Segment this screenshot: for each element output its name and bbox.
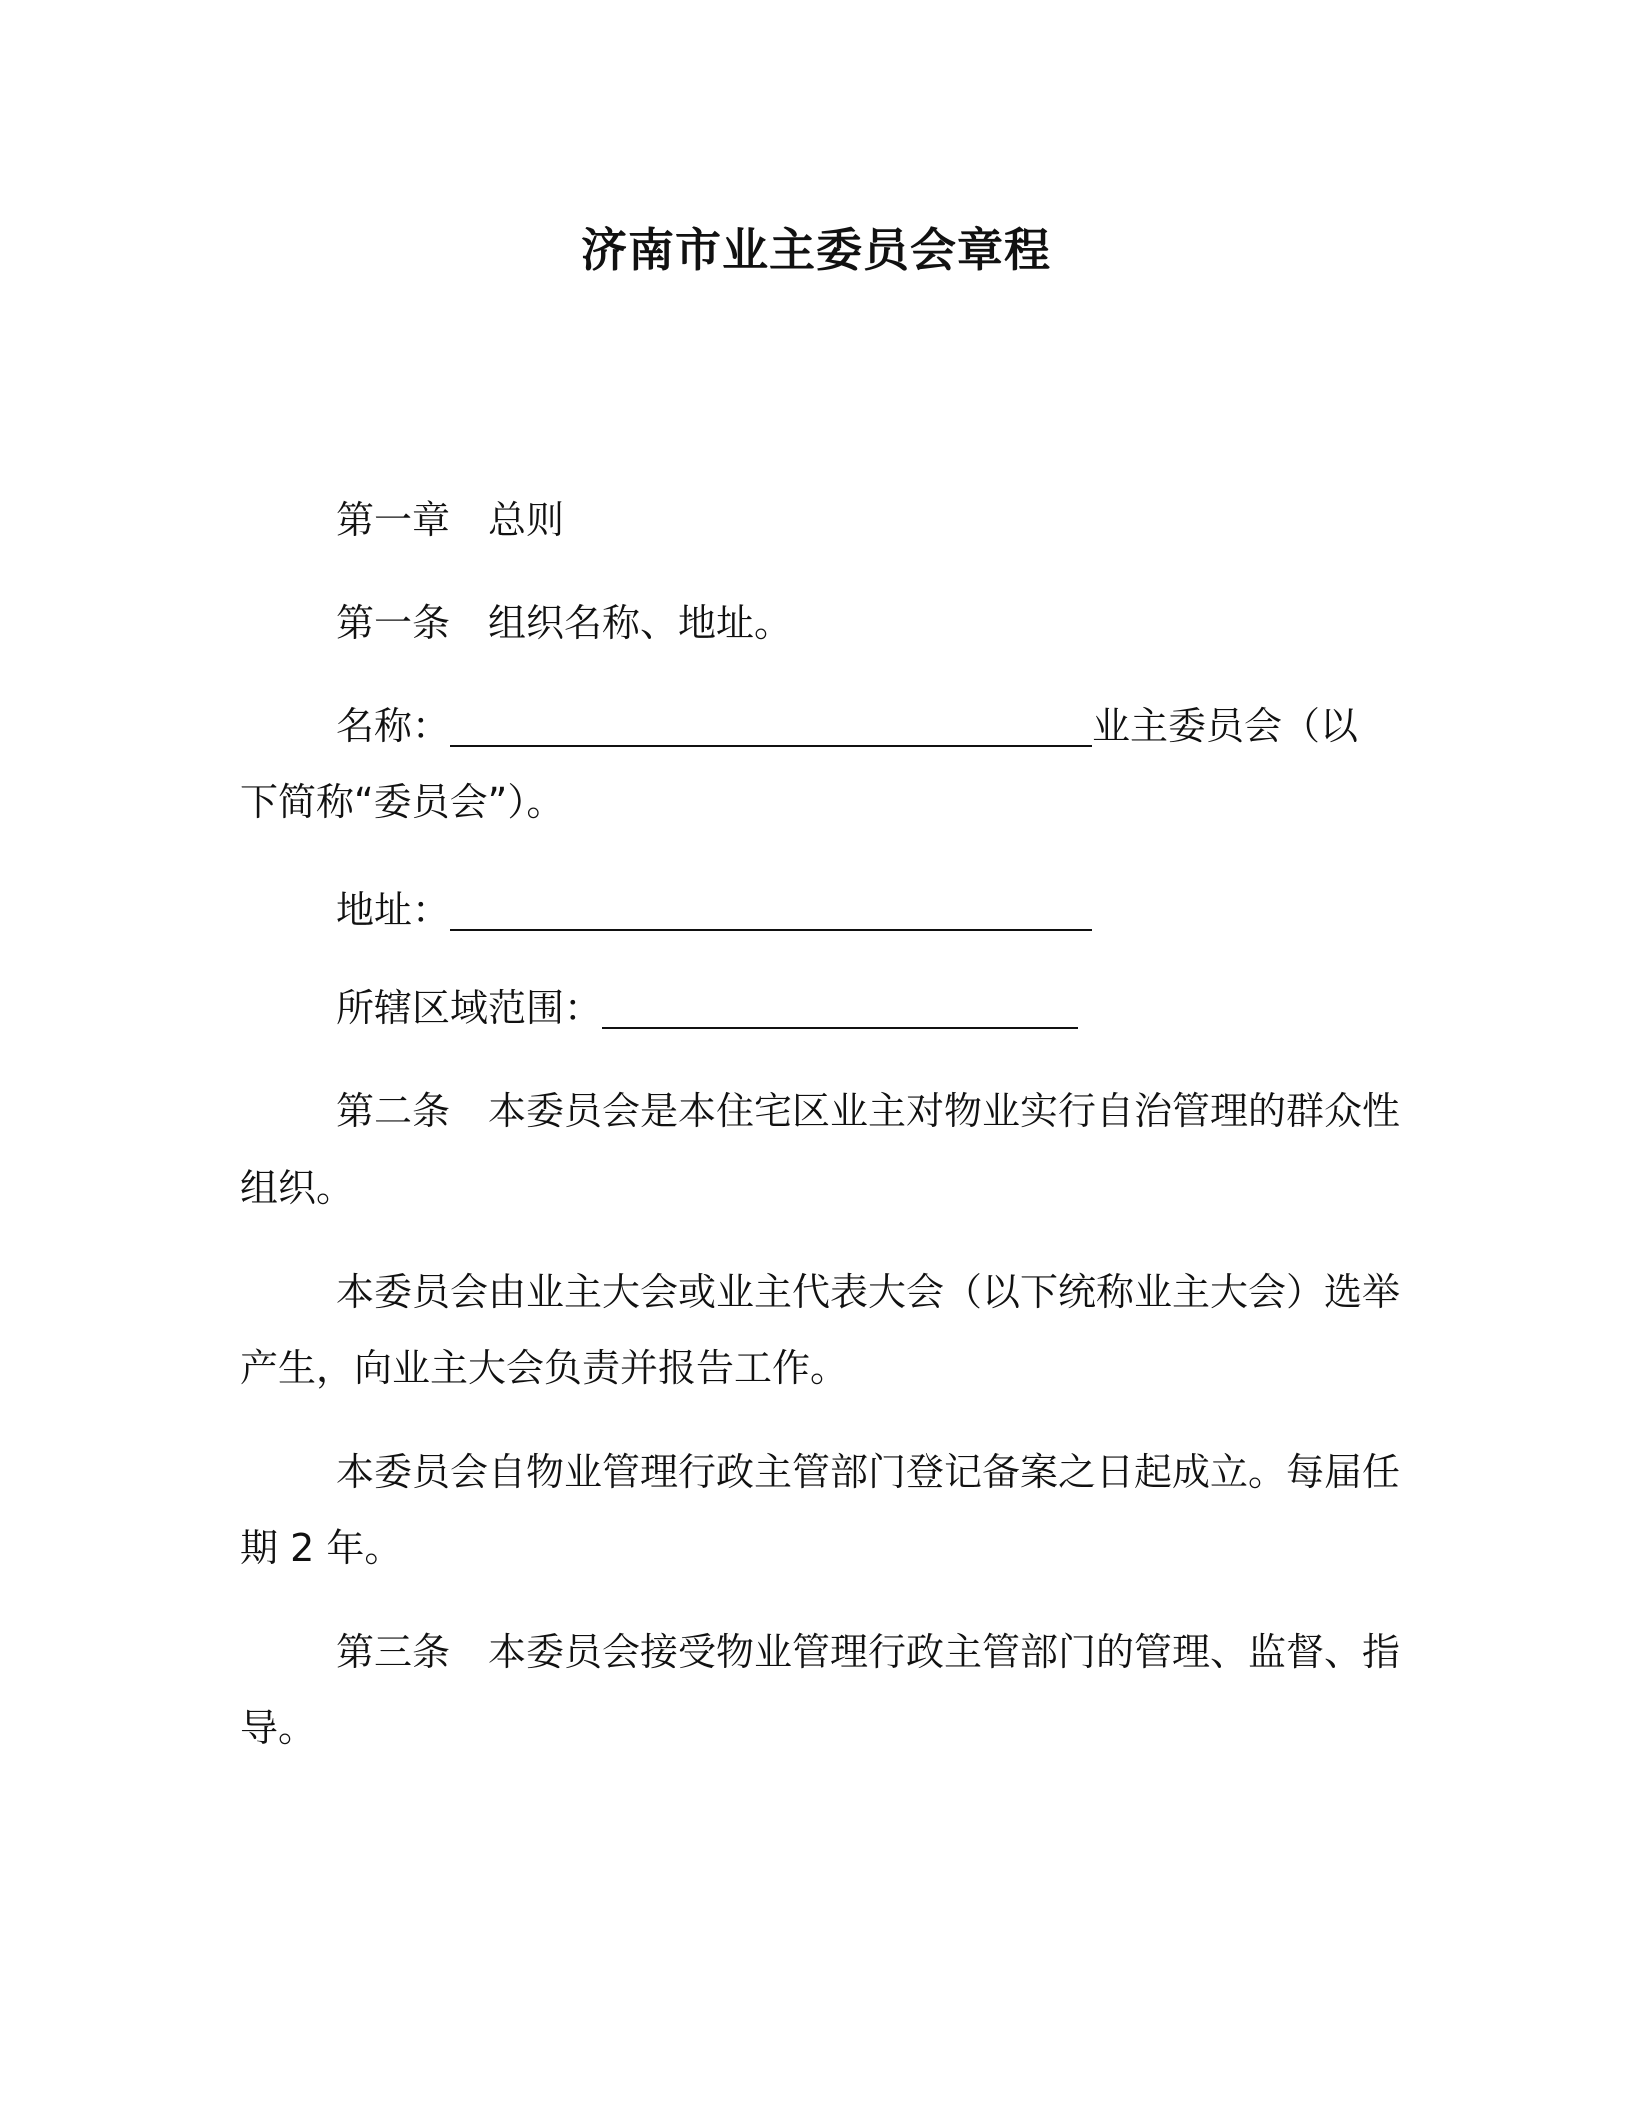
article-3-text: 本委员会接受物业管理行政主管部门的管理、监督、指 <box>488 1630 1401 1674</box>
name-label: 名称： <box>336 704 451 748</box>
address-field-line <box>336 884 1496 936</box>
address-blank <box>450 889 1092 931</box>
scope-label: 所辖区域范围： <box>336 986 603 1030</box>
article-2-label: 第二条 <box>336 1089 451 1133</box>
article-2-line-2: 组织。 <box>240 1166 355 1210</box>
name-suffix: 业主委员会（以 <box>1092 704 1359 748</box>
article-1-label: 第一条 <box>336 601 451 645</box>
article-2-para-2-line-2: 产生，向业主大会负责并报告工作。 <box>240 1346 849 1390</box>
name-blank <box>450 705 1092 747</box>
address-label: 地址： <box>336 888 451 932</box>
article-3-line-1 <box>336 1626 1496 1678</box>
name-field-line <box>336 700 1496 752</box>
article-1-heading <box>336 597 1496 649</box>
chapter-label: 第一章 <box>336 498 451 542</box>
document-title: 济南市业主委员会章程 <box>581 223 1051 277</box>
article-3-label: 第三条 <box>336 1630 451 1674</box>
scope-field-line <box>336 982 1496 1034</box>
article-1-text: 组织名称、地址。 <box>488 601 793 645</box>
chapter-name: 总则 <box>488 498 565 542</box>
article-3-line-2: 导。 <box>240 1706 317 1750</box>
article-2-line-1 <box>336 1085 1496 1137</box>
chapter-heading <box>336 494 1496 546</box>
article-2-para-2-line-1: 本委员会由业主大会或业主代表大会（以下统称业主大会）选举 <box>336 1270 1401 1314</box>
article-2-para-3-line-2: 期 2 年。 <box>240 1526 403 1570</box>
name-field-line-2: 下简称“委员会”）。 <box>240 780 565 824</box>
article-2-text: 本委员会是本住宅区业主对物业实行自治管理的群众性 <box>488 1089 1401 1133</box>
article-2-para-3-line-1: 本委员会自物业管理行政主管部门登记备案之日起成立。每届任 <box>336 1450 1401 1494</box>
scope-blank <box>602 987 1078 1029</box>
